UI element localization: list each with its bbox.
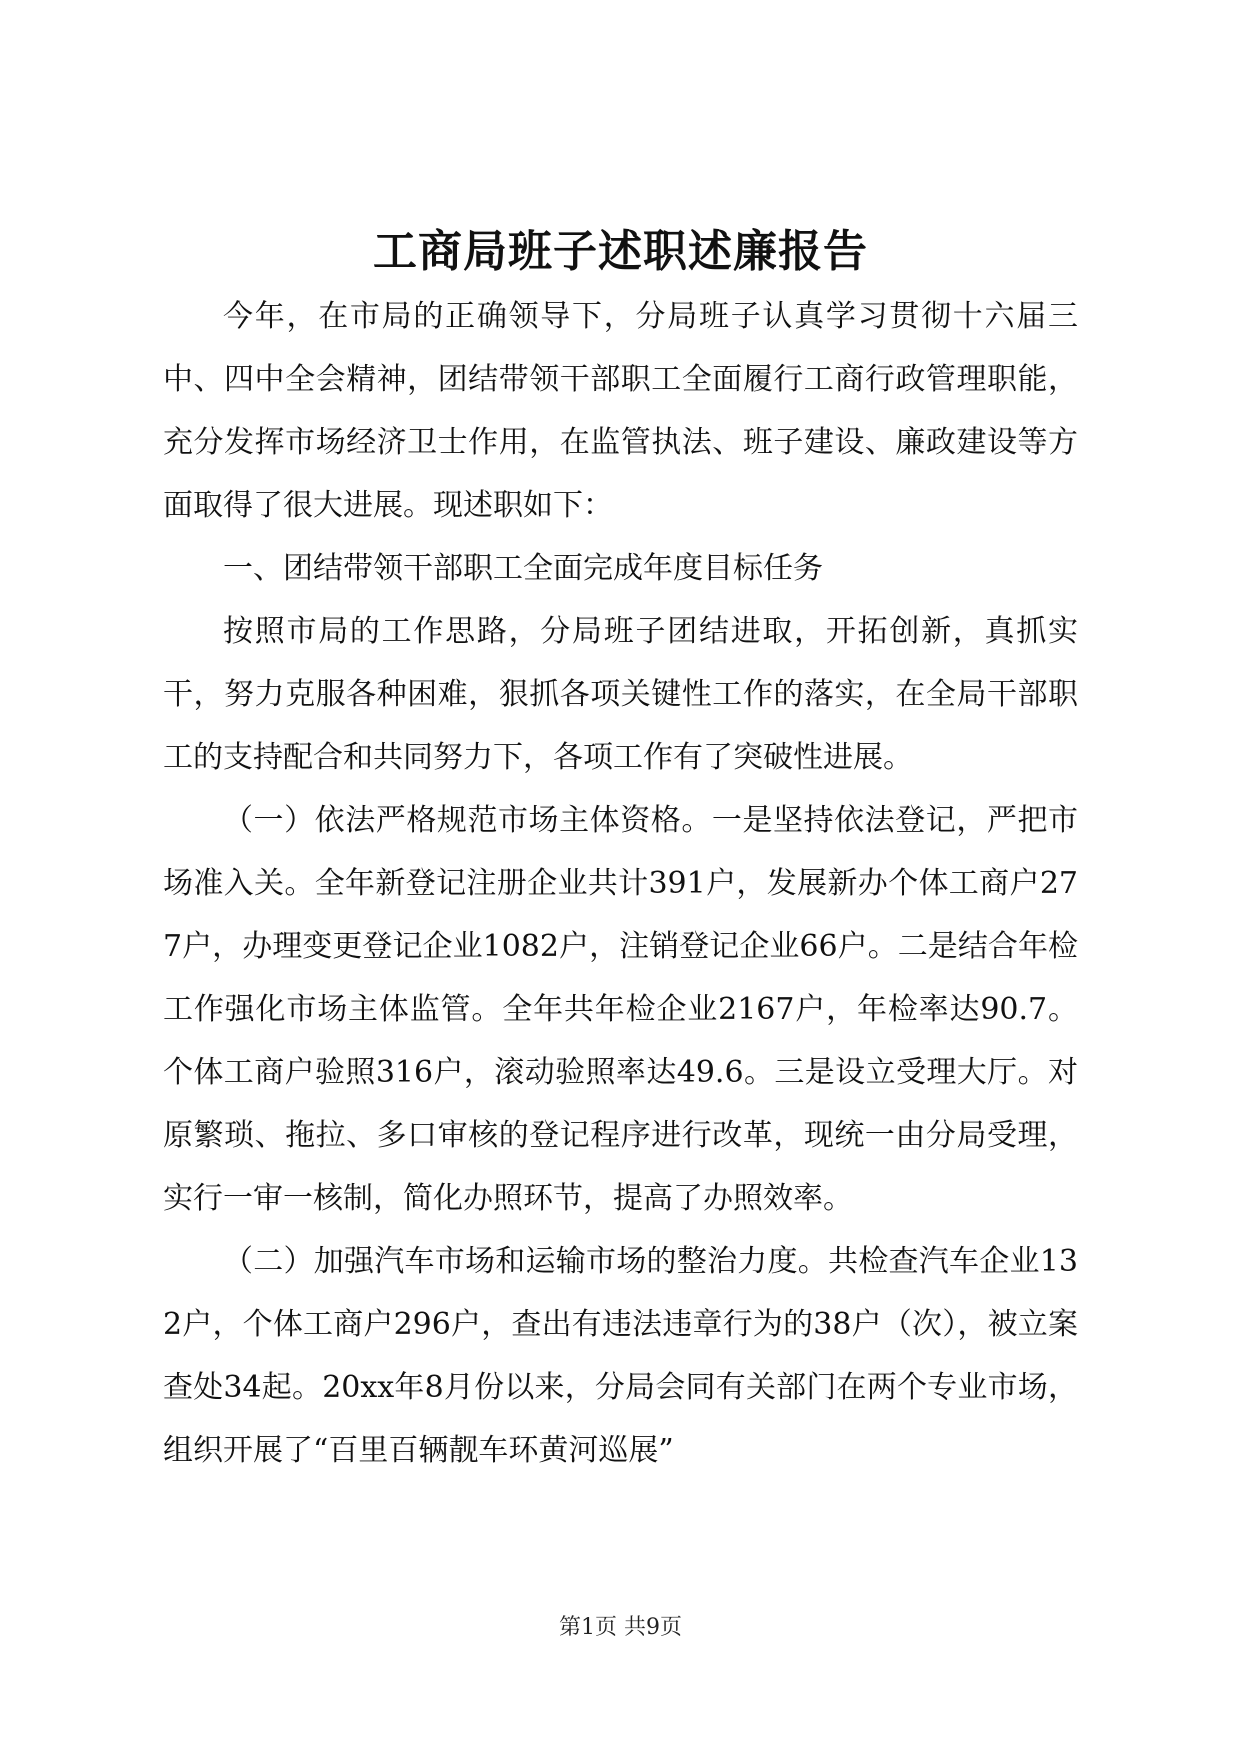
paragraph-work-approach: 按照市局的工作思路，分局班子团结进取，开拓创新，真抓实干，努力克服各种困难，狠抓各项关键性工作的落实，在全局干部职工的支持配合和共同努力下，各项工作有了突破性进展。	[163, 614, 1078, 775]
document-title: 工商局班子述职述廉报告	[373, 226, 868, 277]
paragraph-intro: 今年，在市局的正确领导下，分局班子认真学习贯彻十六届三中、四中全会精神，团结带领干部职工全面履行工商行政管理职能，充分发挥市场经济卫士作用，在监管执法、班子建设、廉政建设等方面取得了很大进展。现述职如下：	[163, 299, 1078, 523]
paragraph-auto-market: （二）加强汽车市场和运输市场的整治力度。共检查汽车企业132户，个体工商户296户，查出有违法违章行为的38户（次），被立案查处34起。20xx年8月份以来，分局会同有关部门在两个专业市场，组织开展了“百里百辆靓车环黄河巡展”	[163, 1244, 1078, 1468]
paragraph-market-qualification: （一）依法严格规范市场主体资格。一是坚持依法登记，严把市场准入关。全年新登记注册企业共计391户，发展新办个体工商户277户，办理变更登记企业1082户，注销登记企业66户。二是结合年检工作强化市场主体监管。全年共年检企业2167户，年检率达90.7。个体工商户验照316户，滚动验照率达49.6。三是设立受理大厅。对原繁琐、拖拉、多口审核的登记程序进行改革，现统一由分局受理，实行一审一核制，简化办照环节，提高了办照效率。	[163, 803, 1078, 1216]
section-heading-1: 一、团结带领干部职工全面完成年度目标任务	[223, 551, 823, 586]
page-footer: 第1页 共9页	[559, 1615, 682, 1640]
document-body	[163, 285, 1078, 1482]
